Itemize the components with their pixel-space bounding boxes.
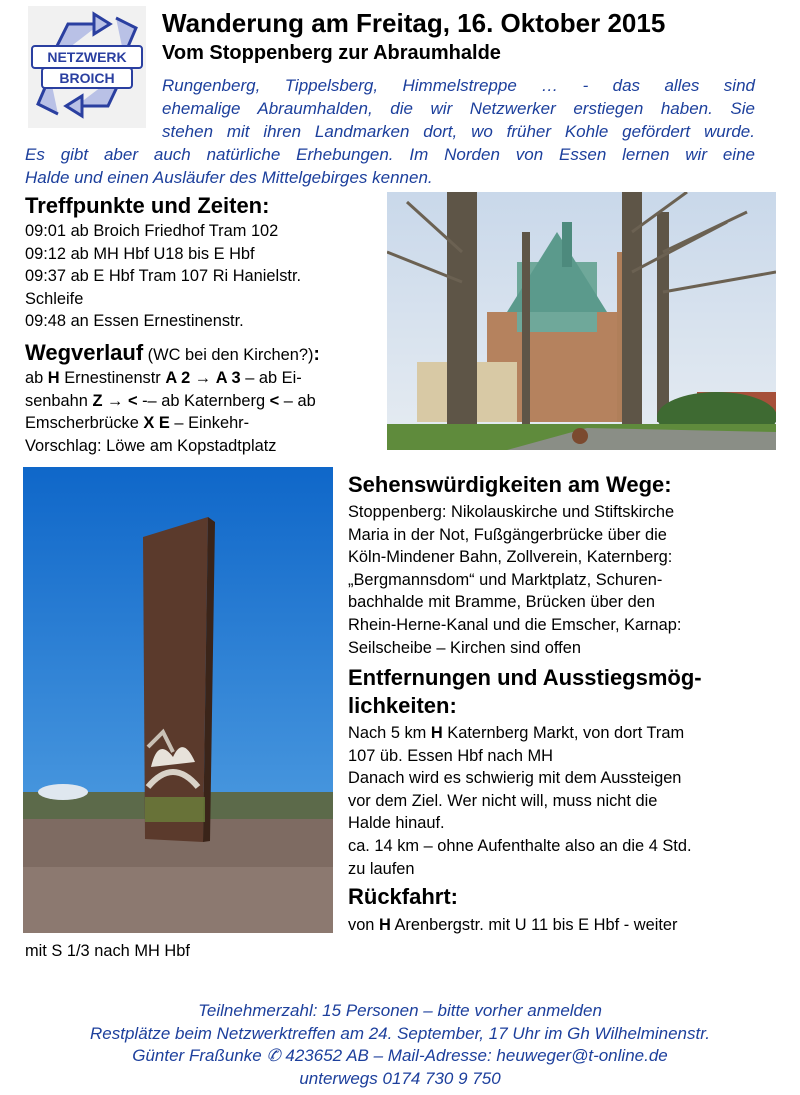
wegverlauf-heading-colon: : [313, 344, 320, 365]
rueckfahrt-line [348, 914, 778, 937]
intro-line: ehemalige Abraumhalden, die wir Netzwerker erstiegen haben. Sie [162, 99, 755, 118]
route-marker: X E [143, 414, 170, 433]
text: von [348, 916, 379, 934]
intro-line: stehen mit ihren Landmarken dort, wo früher Kohle gefördert wurde. [162, 122, 755, 141]
sehenswuerdigkeiten-section [348, 472, 778, 659]
text: – ab [279, 391, 316, 410]
treffpunkt-line: Schleife [25, 289, 84, 308]
page-title: Wanderung am Freitag, 16. Oktober 2015 [162, 8, 666, 38]
logo-text-line2: BROICH [59, 70, 115, 86]
intro-paragraph [0, 0, 800, 200]
haltestelle-symbol: H [430, 724, 443, 742]
treffpunkt-line: 09:48 an Essen Ernestinenstr. [25, 312, 244, 331]
text: senbahn [25, 391, 93, 410]
church-park-photo [387, 192, 776, 450]
entfernungen-section [348, 664, 778, 880]
text: Arenbergstr. mit U 11 bis E Hbf - weiter [390, 916, 678, 934]
sehens-line: Maria in der Not, Fußgängerbrücke über die [348, 525, 667, 544]
sehenswuerdigkeiten-heading: Sehenswürdigkeiten am Wege: [348, 472, 672, 497]
entfernungen-line: zu laufen [348, 859, 415, 878]
text: -– ab Katernberg [137, 391, 270, 410]
logo-text-line1: NETZWERK [47, 49, 127, 65]
text: – Einkehr- [169, 414, 250, 433]
arrow-symbol: → [102, 391, 128, 410]
entfernungen-heading [348, 664, 778, 720]
intro-line: Rungenberg, Tippelsberg, Himmelstreppe … - das alles sind [162, 76, 755, 95]
haltestelle-symbol: H [378, 916, 391, 934]
treffpunkte-section [25, 193, 385, 333]
footer-participants: Teilnehmerzahl: 15 Personen – bitte vorher anmelden [198, 1001, 602, 1020]
page-subtitle: Vom Stoppenberg zur Abraumhalde [162, 42, 501, 64]
treffpunkte-heading: Treffpunkte und Zeiten: [25, 193, 270, 218]
text: Katernberg Markt, von dort Tram [442, 724, 685, 742]
route-marker: < [269, 391, 280, 410]
entfernungen-heading-line: Entfernungen und Ausstiegsmög- [348, 665, 702, 690]
sehens-line: Köln-Mindener Bahn, Zollverein, Katernberg: [348, 548, 673, 567]
intro-line: Halde und einen Ausläufer des Mittelgebirges kennen. [25, 168, 433, 187]
route-marker: Z [92, 391, 103, 410]
sehens-line: „Bergmannsdom“ und Marktplatz, Schuren- [348, 570, 663, 589]
footer-mobile: unterwegs 0174 730 9 750 [299, 1068, 501, 1088]
text: Ernestinenstr [59, 369, 166, 387]
text: Emscherbrücke [25, 414, 144, 433]
entfernungen-line: Danach wird es schwierig mit dem Aussteigen [348, 769, 682, 788]
footer [0, 1000, 800, 1090]
wegverlauf-line [25, 412, 385, 435]
rueckfahrt-section [348, 884, 778, 937]
route-marker: A 3 [215, 369, 241, 387]
text: ab [25, 369, 48, 387]
wegverlauf-heading: Wegverlauf [25, 340, 144, 365]
bramme-sculpture-photo [23, 467, 333, 933]
treffpunkt-line: 09:12 ab MH Hbf U18 bis E Hbf [25, 244, 255, 263]
sehens-line: Stoppenberg: Nikolauskirche und Stiftskirche [348, 503, 675, 521]
entfernungen-line: 107 üb. Essen Hbf nach MH [348, 746, 553, 765]
sehens-line: Rhein-Herne-Kanal und die Emscher, Karnap: [348, 615, 682, 634]
route-marker: < [127, 391, 138, 410]
footer-restplaetze: Restplätze beim Netzwerktreffen am 24. September, 17 Uhr im Gh Wilhelminenstr. [90, 1023, 710, 1043]
wegverlauf-heading-note: (WC bei den Kirchen?) [147, 346, 314, 364]
route-marker: A 2 [165, 369, 191, 387]
text: Nach 5 km [348, 724, 431, 742]
entfernungen-line [348, 722, 778, 745]
entfernungen-line: ca. 14 km – ohne Aufenthalte also an die 4 Std. [348, 836, 692, 855]
treffpunkt-line: 09:37 ab E Hbf Tram 107 Ri Hanielstr. [25, 267, 302, 286]
wegverlauf-line [25, 390, 385, 413]
haltestelle-symbol: H [47, 369, 60, 387]
wegverlauf-line [25, 367, 385, 390]
intro-line: Es gibt aber auch natürliche Erhebungen. Im Norden von Essen lernen wir eine [25, 145, 755, 164]
wegverlauf-section [25, 340, 385, 457]
wegverlauf-line: Vorschlag: Löwe am Kopstadtplatz [25, 436, 277, 455]
footer-contact: Günter Fraßunke ✆ 423652 AB – Mail-Adresse: heuweger@t-online.de [132, 1046, 668, 1065]
entfernungen-line: Halde hinauf. [348, 814, 445, 833]
treffpunkte-list [25, 220, 385, 333]
text: – ab Ei- [240, 369, 302, 387]
treffpunkt-line: 09:01 ab Broich Friedhof Tram 102 [25, 222, 279, 240]
rueckfahrt-line: mit S 1/3 nach MH Hbf [25, 942, 190, 960]
arrow-symbol: → [190, 369, 216, 387]
entfernungen-heading-line: lichkeiten: [348, 693, 457, 718]
rueckfahrt-heading: Rückfahrt: [348, 884, 459, 909]
sehens-line: bachhalde mit Bramme, Brücken über den [348, 593, 656, 612]
sehens-line: Seilscheibe – Kirchen sind offen [348, 638, 581, 657]
entfernungen-line: vor dem Ziel. Wer nicht will, muss nicht die [348, 791, 658, 810]
